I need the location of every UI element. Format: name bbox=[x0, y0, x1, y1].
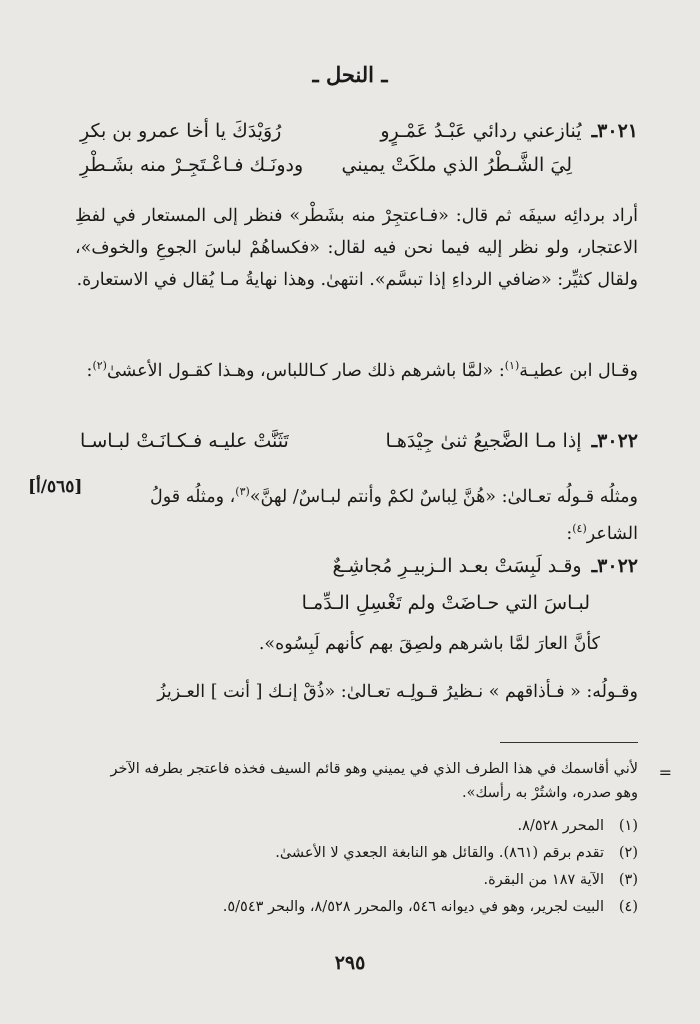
footnote-ref: (٤) bbox=[572, 521, 587, 535]
footnote-3 bbox=[100, 872, 638, 888]
footnote-text: المحرر ٨/٥٢٨. bbox=[517, 818, 604, 834]
footnote-continuation: لأني أقاسمك في هذا الطرف الذي في يميني وهو قائم السيف فخذه فاعتجر بطرفه الآخر وهو صدره، واشتُرْ به رأسك». bbox=[110, 761, 638, 801]
footnote-ref: (٣) bbox=[235, 485, 250, 498]
footnote-continuation-marker: = bbox=[658, 763, 672, 782]
page-number: ٢٩٥ bbox=[334, 952, 366, 974]
text-run: ومثلُه قـولُه تعـالىٰ: «هُنَّ لِباسٌ لكمْ وأنتم لبـاسٌ/ لهنَّ» bbox=[249, 486, 638, 507]
verse-3022-b-line-2 bbox=[80, 592, 590, 614]
footnote-text: البيت لجرير، وهو في ديوانه ٥٤٦، والمحرر ٨/٥٢٨، والبحر ٥/٥٤٣. bbox=[222, 899, 604, 915]
verse-number: ٣٠٢٢ـ bbox=[591, 430, 638, 452]
verse-number: ٣٠٢١ـ bbox=[591, 120, 638, 142]
footnote-1 bbox=[100, 818, 638, 834]
text-run: وقـال ابن عطيـة bbox=[519, 360, 638, 381]
verse-hemistich-left: تَثَنَّتْ عليـه فـكـانَـتْ لبـاسـا bbox=[80, 430, 289, 452]
running-header: ـ النحل ـ bbox=[312, 62, 388, 87]
footnote-ref: (٢) bbox=[92, 359, 107, 372]
footnote-ref: (١) bbox=[504, 359, 520, 372]
commentary-paragraph-2 bbox=[75, 350, 638, 387]
footnote-2 bbox=[100, 845, 638, 861]
verse-hemistich-right: إذا مـا الضَّجيعُ ثنىٰ جِيْدَهـا bbox=[385, 430, 582, 452]
footnote-separator bbox=[500, 742, 638, 743]
commentary-paragraph-4: وقـولُه: « فـأذاقهم » نـظيرُ قـولِـه تعـالىٰ: «ذُقْ إنـك [ أنت ] العـزيزُ bbox=[157, 682, 638, 702]
text-run: : bbox=[86, 360, 93, 381]
footnote-number: (١) bbox=[618, 818, 638, 834]
verse-3022-b-line-3: كأنَّ العارَ لمَّا باشرهم ولصِقَ بهم كأنهم لَبِسُوه». bbox=[258, 634, 600, 654]
verse-hemistich: وقـد لَبِسَتْ بعـد الـزبيـرِ مُجاشِـعٌ bbox=[332, 555, 582, 577]
verse-hemistich-right: يُنازعني ردائي عَبْـدُ عَمْـرٍو bbox=[380, 120, 582, 142]
footnote-number: (٢) bbox=[618, 845, 638, 861]
footnote-number: (٣) bbox=[618, 872, 638, 888]
footnote-text: الآية ١٨٧ من البقرة. bbox=[483, 872, 604, 888]
manuscript-folio-marker: [٥٦٥/أ] bbox=[28, 477, 83, 497]
commentary-paragraph-3 bbox=[150, 476, 638, 550]
verse-3022-a bbox=[80, 430, 638, 452]
verse-hemistich-right: لِيَ الشَّـطْرُ الذي ملكَتْ يميني bbox=[341, 154, 572, 176]
verse-hemistich-left: ودونَـك فـاعْـتَجِـرْ منه بشَـطْرِ bbox=[80, 154, 304, 176]
text-run: ، ومثلُه قولُ الشاعر bbox=[150, 486, 638, 544]
verse-3021-line-2 bbox=[80, 154, 572, 176]
verse-hemistich: لبـاسَ التي حـاضَتْ ولم تَغْسِلِ الـدِّمـا bbox=[301, 592, 590, 614]
verse-3021-line-1 bbox=[80, 120, 638, 142]
text-run: : «لمَّا باشرهم ذلك صار كـاللباس، وهـذا كقـول الأعشىٰ bbox=[106, 360, 505, 381]
footnote-number: (٤) bbox=[618, 899, 638, 915]
footnote-4 bbox=[100, 899, 638, 915]
verse-hemistich-left: رُوَيْدَكَ يا أخا عمرو بن بكرِ bbox=[80, 120, 282, 142]
footnote-text: تقدم برقم (٨٦١). والقائل هو النابغة الجعدي لا الأعشىٰ. bbox=[275, 845, 604, 861]
text-run: : bbox=[566, 523, 573, 544]
verse-number: ٣٠٢٢ـ bbox=[591, 555, 638, 577]
commentary-paragraph-1: أراد بردائِه سيفَه ثم قال: «فـاعتجِرْ منه بشَطْر» فنظر إلى المستعار في لفظِ الاعتجار، ولو نظر إليه فيما نحن فيه لقال: «فكساهُمْ لباسَ الجوعِ والخوف»، ولقال كثيِّر: «ضافي الرداءِ إذا تبسَّم». انتهىٰ. وهذا نهايةُ مـا يُقال في الاستعارة. bbox=[75, 206, 638, 290]
verse-3022-b-line-1 bbox=[80, 555, 638, 577]
